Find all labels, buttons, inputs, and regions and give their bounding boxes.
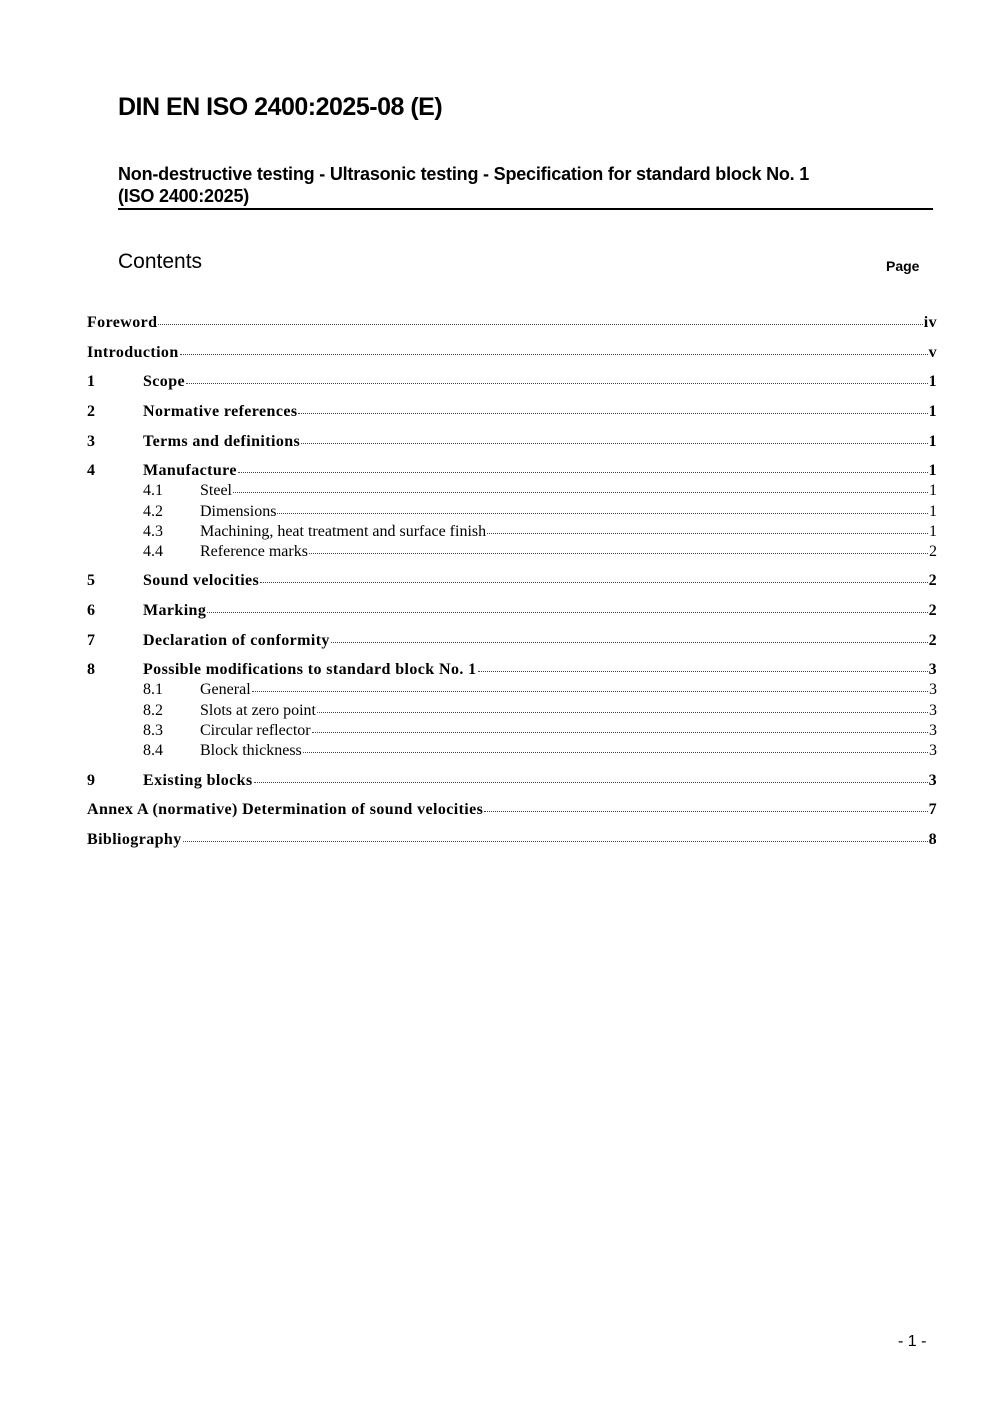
toc-label: Sound velocities	[143, 572, 260, 589]
toc-number: 5	[87, 572, 96, 589]
toc-entry-slots-zero-point[interactable]	[87, 702, 937, 720]
toc-entry-annex-a[interactable]	[87, 801, 937, 819]
toc-entry-declaration-conformity[interactable]	[87, 632, 937, 650]
toc-label: Introduction	[87, 344, 179, 361]
toc-leader	[312, 731, 928, 733]
document-id: DIN EN ISO 2400:2025-08 (E)	[118, 93, 443, 121]
toc-entry-general[interactable]	[87, 681, 937, 699]
toc-page: 3	[929, 681, 937, 698]
toc-entry-scope[interactable]	[87, 373, 937, 391]
toc-label: Steel	[200, 482, 232, 499]
toc-leader	[331, 641, 928, 643]
contents-heading: Contents	[118, 250, 203, 273]
toc-page: 1	[928, 462, 937, 479]
toc-entry-possible-modifications[interactable]	[87, 661, 937, 679]
toc-page: 3	[928, 772, 937, 789]
toc-entry-reference-marks[interactable]	[87, 543, 937, 561]
toc-entry-normative-references[interactable]	[87, 403, 937, 421]
toc-label: Machining, heat treatment and surface finish	[200, 523, 487, 540]
page-column-label: Page	[886, 258, 920, 274]
toc-number: 9	[87, 772, 96, 789]
toc-label: Scope	[143, 373, 185, 390]
toc-leader	[487, 532, 928, 534]
toc-label: Bibliography	[87, 831, 182, 848]
toc-leader	[233, 491, 928, 493]
toc-entry-marking[interactable]	[87, 602, 937, 620]
toc-entry-introduction[interactable]	[87, 344, 937, 362]
toc-label: Slots at zero point	[200, 702, 316, 719]
toc-leader	[317, 711, 928, 713]
toc-leader	[254, 781, 928, 783]
toc-leader	[484, 810, 927, 812]
toc-page: 3	[928, 661, 937, 678]
toc-page: 1	[929, 482, 937, 499]
toc-number: 2	[87, 403, 96, 420]
toc-label: Circular reflector	[200, 722, 311, 739]
toc-number: 8.4	[143, 742, 163, 759]
toc-leader	[180, 353, 928, 355]
toc-number: 8	[87, 661, 96, 678]
toc-page: iv	[923, 314, 937, 331]
toc-number: 4.1	[143, 482, 163, 499]
toc-page: 1	[928, 403, 937, 420]
toc-label: Manufacture	[143, 462, 237, 479]
toc-leader	[301, 442, 927, 444]
toc-number: 8.3	[143, 722, 163, 739]
toc-page: 1	[929, 503, 937, 520]
toc-entry-existing-blocks[interactable]	[87, 772, 937, 790]
toc-label: Foreword	[87, 314, 158, 331]
toc-leader	[207, 611, 927, 613]
toc-entry-machining[interactable]	[87, 523, 937, 541]
toc-number: 3	[87, 433, 96, 450]
toc-entry-circular-reflector[interactable]	[87, 722, 937, 740]
toc-page: 2	[928, 572, 937, 589]
toc-label: General	[200, 681, 251, 698]
toc-number: 6	[87, 602, 96, 619]
toc-number: 8.2	[143, 702, 163, 719]
toc-page: 3	[929, 722, 937, 739]
toc-page: 3	[929, 742, 937, 759]
toc-leader	[238, 471, 928, 473]
toc-entry-bibliography[interactable]	[87, 831, 937, 849]
toc-label: Block thickness	[200, 742, 302, 759]
toc-label: Possible modifications to standard block No. 1	[143, 661, 477, 678]
toc-page: 3	[929, 702, 937, 719]
toc-number: 4.4	[143, 543, 163, 560]
toc-entry-block-thickness[interactable]	[87, 742, 937, 760]
toc-entry-terms-definitions[interactable]	[87, 433, 937, 451]
subtitle-line-1: Non-destructive testing - Ultrasonic testing - Specification for standard block No. 1	[118, 164, 810, 184]
toc-label: Existing blocks	[143, 772, 253, 789]
toc-page: 1	[928, 373, 937, 390]
toc-label: Marking	[143, 602, 207, 619]
toc-label: Annex A (normative) Determination of sound velocities	[87, 801, 484, 818]
toc-page: 1	[928, 433, 937, 450]
toc-leader	[309, 552, 928, 554]
toc-leader	[277, 512, 928, 514]
toc-leader	[478, 670, 928, 672]
toc-label: Terms and definitions	[143, 433, 301, 450]
toc-page: 8	[928, 831, 937, 848]
toc-leader	[303, 751, 928, 753]
toc-page: 2	[928, 602, 937, 619]
toc-number: 1	[87, 373, 96, 390]
toc-label: Declaration of conformity	[143, 632, 330, 649]
subtitle-line-2: (ISO 2400:2025)	[118, 186, 250, 206]
toc-number: 4.3	[143, 523, 163, 540]
toc-leader	[183, 840, 928, 842]
toc-number: 4	[87, 462, 96, 479]
toc-entry-foreword[interactable]	[87, 314, 937, 332]
toc-leader	[158, 323, 922, 325]
toc-entry-manufacture[interactable]	[87, 462, 937, 480]
toc-entry-sound-velocities[interactable]	[87, 572, 937, 590]
toc-leader	[186, 382, 928, 384]
toc-page: 7	[928, 801, 937, 818]
toc-number: 7	[87, 632, 96, 649]
toc-leader	[260, 581, 927, 583]
toc-entry-steel[interactable]	[87, 482, 937, 500]
toc-page: v	[928, 344, 937, 361]
toc-page: 2	[929, 543, 937, 560]
toc-page: 1	[929, 523, 937, 540]
page-number: - 1 -	[898, 1333, 927, 1350]
toc-number: 8.1	[143, 681, 163, 698]
toc-number: 4.2	[143, 503, 163, 520]
toc-leader	[252, 690, 928, 692]
toc-label: Reference marks	[200, 543, 308, 560]
document-subtitle	[118, 163, 933, 210]
toc-label: Dimensions	[200, 503, 277, 520]
toc-leader	[298, 412, 927, 414]
toc-entry-dimensions[interactable]	[87, 503, 937, 521]
toc-page: 2	[928, 632, 937, 649]
toc-label: Normative references	[143, 403, 298, 420]
